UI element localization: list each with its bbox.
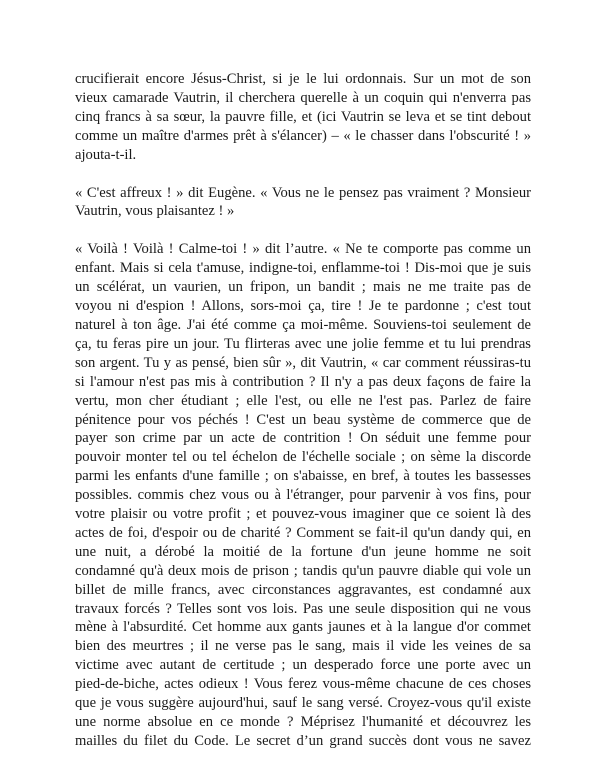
text-line: victime avec autant de certitude ; un desperado force une porte avec un [75,657,531,674]
text-line: billet de mille francs, avec circonstances aggravantes, est condamné aux [75,581,531,598]
text-line: condamné qu'à deux mois de prison ; tandis qu'un pauvre diable qui vole un [75,562,531,579]
text-line: bien des meurtres ; il ne verse pas le sang, mais il vide les veines de sa [75,638,531,655]
text-line: pied-de-biche, actes odieux ! Vous ferez vous-même chacune de ces choses [75,676,531,693]
text-line: crucifierait encore Jésus-Christ, si je le lui ordonnais. Sur un mot de son [75,71,531,87]
text-line: actes de foi, d'espoir ou de charité ? Comment se fait-il qu'un dandy qui, en [75,524,531,541]
text-line: que je vous suggère aujourd'hui, sauf le sang versé. Croyez-vous qu'il existe [75,695,531,712]
text-line: possibles. commis chez vous ou à l'étranger, pour parvenir à vos fins, pour [75,487,531,504]
text-line: payer son crime par un acte de contrition ! On séduit une femme pour [75,430,531,447]
text-line: vieux camarade Vautrin, il cherchera querelle à un coquin qui n'enverra pas [75,89,531,106]
text-line: parmi les enfants d'une famille ; on s'abaisse, en bref, à toutes les bassesses [75,468,531,485]
text-line: vertu, mon cher étudiant ; elle l'est, ou elle ne l'est pas. Parlez de faire [75,392,531,409]
text-line: Vautrin, vous plaisantez ! » [75,203,235,220]
text-line: travaux forcés ? Telles sont vos lois. Pas une seule disposition qui ne vous [75,600,531,617]
text-line: pouvoir monter tel ou tel échelon de l'échelle sociale ; on sème la discorde [75,449,531,466]
text-line: enfant. Mais si cela t'amuse, indigne-toi, enflamme-toi ! Dis-moi que je suis [75,260,531,277]
paragraph [75,70,531,165]
text-line: son argent. Tu y as pensé, bien sûr », dit Vautrin, « car comment réussiras-tu [75,354,531,371]
paragraph [75,240,531,750]
text-line: « Voilà ! Voilà ! Calme-toi ! » dit l’autre. « Ne te comporte pas comme un [75,241,531,258]
text-line: naturel à ton âge. J'ai été comme ça moi-même. Souviens-toi seulement de [75,316,531,333]
text-line: une nuit, a dérobé la moitié de la fortune d'un jeune homme ne soit [75,543,531,560]
text-line: pénitence pour vos péchés ! C'est un beau système de commerce que de [75,411,531,428]
text-line: voyou ni d'espion ! Allons, sors-moi ça, tire ! Je te pardonne ; c'est tout [75,298,531,315]
text-line: un scélérat, un vaurien, un fripon, un bandit ; mais ne me traite pas de [75,279,531,296]
document-page [75,70,531,770]
text-line: votre plaisir ou votre profit ; et pouvez-vous imaginer que ce soient là des [75,506,531,523]
text-line: ça, tu feras pire un jour. Tu flirteras avec une jolie femme et tu lui prendras [75,335,531,352]
text-line: mailles du filet du Code. Le secret d’un grand succès dont vous ne savez [75,732,531,749]
text-line: cinq francs à sa sœur, la pauvre fille, et (ici Vautrin se leva et se tint debout [75,108,531,125]
text-line: une norme absolue en ce monde ? Méprisez l'humanité et découvrez les [75,714,531,730]
text-line: comme un maître d'armes prêt à s'élancer) – « le chasser dans l'obscurité ! » [75,127,531,144]
text-line: « C'est affreux ! » dit Eugène. « Vous ne le pensez pas vraiment ? Monsieur [75,184,531,201]
text-line: si l'amour n'est pas mis à contribution ? Il n'y a pas deux façons de faire la [75,373,531,390]
text-line: mène à l'absurdité. Cet homme aux gants jaunes et à la langue d'or commet [75,619,531,636]
paragraph [75,184,531,222]
text-line: ajouta-t-il. [75,146,137,163]
